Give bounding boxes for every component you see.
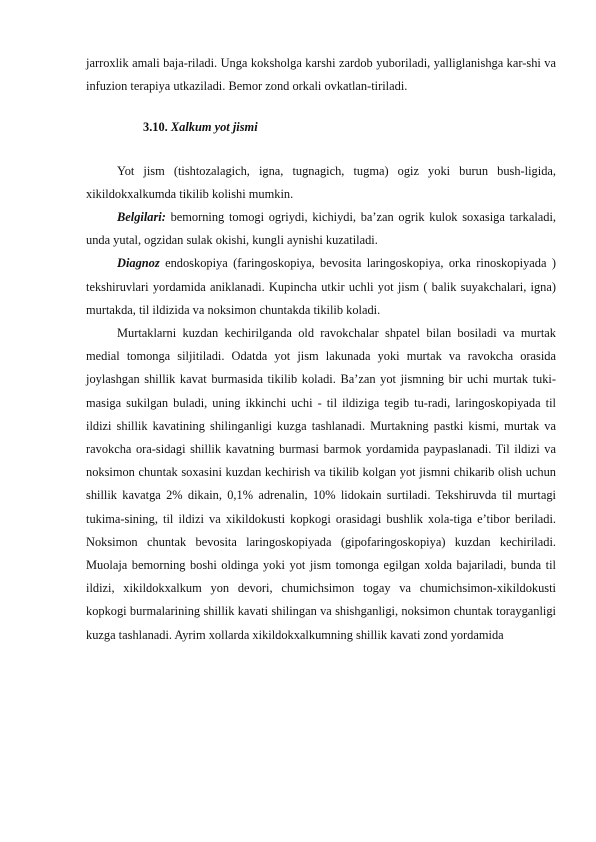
symptoms-lead: Belgilari: xyxy=(117,210,166,225)
paragraph-examination: Murtaklarni kuzdan kechirilganda old ravokchalar shpatel bilan bosiladi va murtak medial tomonga siljitiladi. Odatda yot jism lakunada yoki murtak va ravokcha orasida joylashgan shillik kavat burmasida tikilib koladi. Ba’zan yot jismning bir uchi murtak tuki-masiga sukilgan buladi, uning ikkinchi uchi - til ildiziga tegib tu-radi, laringoskopiyada til ildizi shillik kavatining shilinganligi kuzga tashlanadi. Murtakning pastki kismi, murtak va ravokcha ora-sidagi shillik kavatning burmasi barmok yordamida paypaslanadi. Til ildizi va noksimon chuntak soxasini kuzdan kechirish va tikilib kolgan yot jismni chikarib olish uchun shillik kavatga 2% dikain, 0,1% adrenalin, 10% lidokain surtiladi. Tekshiruvda til murtagi tukima-sining, til ildizi va xikildokusti kopkogi orasidagi bushlik xola-tiga e’tibor beriladi. Noksimon chuntak bevosita laringoskopiyada (gipofaringoskopiya) kuzdan kechiriladi. Muolaja bemorning boshi oldinga yoki yot jism tomonga egilgan xolda bajariladi, bunda til ildizi, xikildokxalkum yon devori, chumichsimon togay va chumichsimon-xikildokusti kopkogi burmalarining shillik kavati shilingan va shishganligi, noksimon chuntak torayganligi kuzga tashlanadi. Ayrim xollarda xikildokxalkumning shillik kavati zond yordamida xyxy=(86,326,556,642)
diagnosis-lead: Diagnoz xyxy=(117,256,160,271)
section-number: 3.10. xyxy=(143,120,168,135)
document-page xyxy=(86,52,556,647)
section-heading xyxy=(86,116,556,139)
paragraph-intro: jarroxlik amali baja-riladi. Unga koksholga karshi zardob yuboriladi, yalliglanishga kar-shi va infuzion terapiya utkaziladi. Bemor zond orkali ovkatlan-tiriladi. xyxy=(86,56,556,94)
symptoms-text: bemorning tomogi ogriydi, kichiydi, ba’zan ogrik kulok soxasiga tarkaladi, unda yutal, ogzidan sulak okishi, kungli aynishi kuzatiladi. xyxy=(86,210,556,248)
paragraph-foreign-body: Yot jism (tishtozalagich, igna, tugnagich, tugma) ogiz yoki burun bush-ligida, xikildokxalkumda tikilib kolishi mumkin. xyxy=(86,163,556,201)
diagnosis-text: endoskopiya (faringoskopiya, bevosita laringoskopiya, orka rinoskopiyada ) tekshiruvlari yordamida aniklanadi. Kupincha utkir uchli yot jism ( balik suyakchalari, igna) murtakda, til ildizida va noksimon chuntakda tikilib koladi. xyxy=(86,256,556,317)
paragraph-diagnosis xyxy=(86,252,556,322)
paragraph-symptoms xyxy=(86,206,556,252)
section-title: Xalkum yot jismi xyxy=(170,120,258,135)
